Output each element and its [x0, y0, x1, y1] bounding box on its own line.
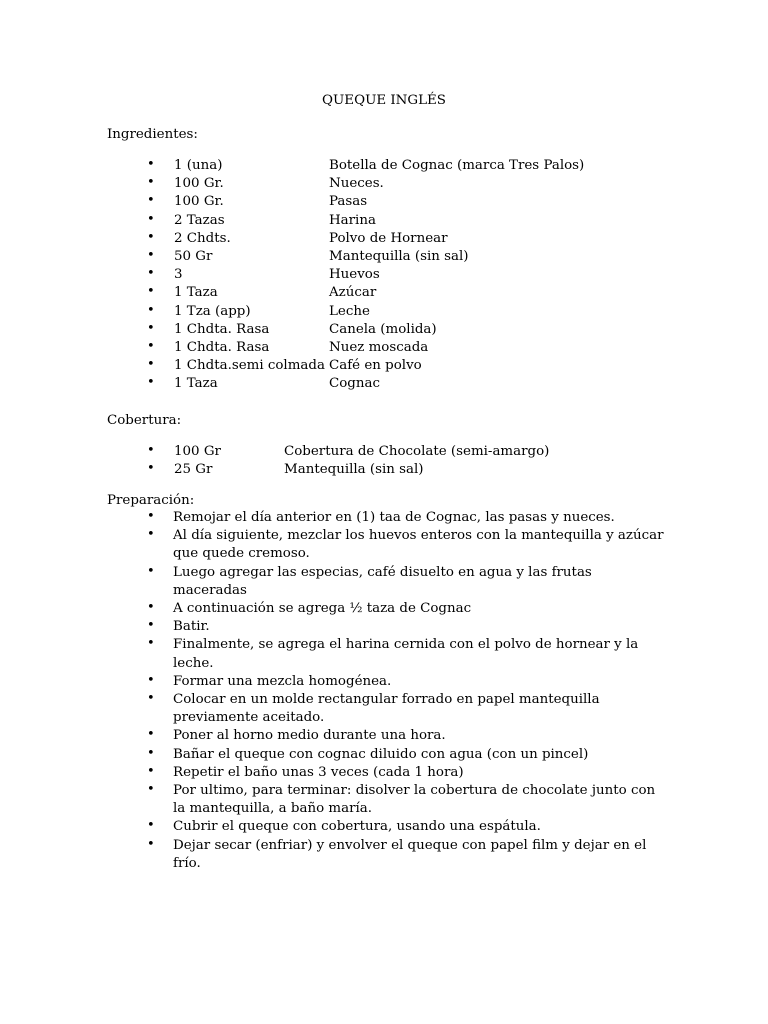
ingredient-qty: 1 (una) [174, 158, 223, 173]
step-text: Finalmente, se agrega el harina cernida con el polvo de hornear y la leche. [173, 637, 639, 671]
bullet-icon: • [147, 193, 155, 209]
step-text: Cubrir el queque con cobertura, usando una espátula. [173, 819, 541, 835]
step-text: Por ultimo, para terminar: disolver la cobertura de chocolate junto con la mantequilla, a baño maría. [173, 783, 656, 817]
ingredient-name: Cognac [329, 376, 380, 392]
step-text: A continuación se agrega ½ taza de Cognac [173, 601, 472, 617]
preparacion-step [0, 782, 768, 818]
ingredient-name: Mantequilla (sin sal) [329, 248, 469, 264]
preparacion-step [0, 837, 768, 873]
preparacion-step [0, 673, 768, 691]
bullet-icon: • [147, 443, 155, 458]
ingredient-item [0, 175, 768, 193]
cobertura-name: Mantequilla (sin sal) [284, 462, 424, 478]
ingredient-name: Polvo de Hornear [329, 230, 448, 246]
bullet-icon: • [147, 763, 155, 779]
bullet-icon: • [147, 818, 155, 834]
ingredient-name: Harina [329, 212, 376, 228]
ingredient-item [0, 357, 768, 375]
cobertura-qty: 25 Gr [174, 462, 213, 478]
ingredient-item [0, 266, 768, 284]
bullet-icon: • [147, 302, 155, 318]
cobertura-heading: Cobertura: [107, 413, 182, 428]
preparacion-step [0, 636, 768, 672]
ingredient-name: Leche [329, 303, 370, 319]
ingredient-qty: 3 [174, 267, 183, 283]
ingredient-qty: 100 Gr. [174, 176, 224, 192]
ingredient-item [0, 284, 768, 302]
bullet-icon: • [147, 461, 155, 477]
bullet-icon: • [147, 357, 155, 373]
preparacion-step [0, 818, 768, 836]
step-text: Batir. [173, 619, 210, 635]
ingredient-item [0, 321, 768, 339]
step-text: Remojar el día anterior en (1) taa de Cognac, las pasas y nueces. [173, 510, 615, 525]
bullet-icon: • [147, 691, 155, 707]
ingredient-name: Café en polvo [329, 358, 422, 374]
bullet-icon: • [147, 175, 155, 191]
preparacion-step [0, 618, 768, 636]
step-text: Al día siguiente, mezclar los huevos enteros con la mantequilla y azúcar que quede cremoso. [173, 528, 664, 562]
preparacion-step [0, 764, 768, 782]
bullet-icon: • [147, 563, 155, 579]
ingredient-qty: 1 Chdta. Rasa [174, 321, 270, 337]
ingredient-name: Nuez moscada [329, 339, 429, 355]
ingredient-qty: 2 Chdts. [174, 230, 231, 246]
step-text: Dejar secar (enfriar) y envolver el queque con papel film y dejar en el frío. [173, 837, 647, 871]
bullet-icon: • [147, 320, 155, 336]
cobertura-item [0, 443, 768, 461]
bullet-icon: • [147, 836, 155, 852]
bullet-icon: • [147, 211, 155, 227]
bullet-icon: • [147, 509, 155, 524]
ingredient-name: Huevos [329, 267, 380, 283]
preparacion-step [0, 509, 768, 527]
ingredient-item [0, 375, 768, 393]
ingredient-item [0, 248, 768, 266]
ingredient-qty: 1 Tza (app) [174, 303, 251, 319]
bullet-icon: • [147, 636, 155, 652]
ingredient-item [0, 157, 768, 175]
ingredient-name: Azúcar [329, 285, 377, 301]
bullet-icon: • [147, 618, 155, 634]
cobertura-list [0, 443, 768, 479]
bullet-icon: • [147, 284, 155, 300]
bullet-icon: • [147, 527, 155, 543]
ingredient-name: Pasas [329, 194, 368, 210]
bullet-icon: • [147, 338, 155, 354]
ingredient-name: Canela (molida) [329, 321, 437, 337]
ingredient-qty: 2 Tazas [174, 212, 225, 228]
step-text: Colocar en un molde rectangular forrado en papel mantequilla previamente aceitado. [173, 692, 600, 726]
cobertura-qty: 100 Gr [174, 444, 221, 459]
preparacion-step [0, 600, 768, 618]
ingredient-item [0, 212, 768, 230]
ingredients-heading: Ingredientes: [107, 127, 198, 142]
ingredient-item [0, 339, 768, 357]
step-text: Bañar el queque con cognac diluido con agua (con un pincel) [173, 746, 589, 762]
preparacion-step [0, 727, 768, 745]
ingredient-name: Botella de Cognac (marca Tres Palos) [329, 158, 585, 173]
bullet-icon: • [147, 745, 155, 761]
ingredient-qty: 100 Gr. [174, 194, 224, 210]
preparacion-step [0, 527, 768, 563]
step-text: Formar una mezcla homogénea. [173, 673, 392, 689]
bullet-icon: • [147, 600, 155, 616]
ingredient-item [0, 230, 768, 248]
bullet-icon: • [147, 157, 155, 172]
ingredient-name: Nueces. [329, 176, 384, 192]
ingredient-qty: 50 Gr [174, 248, 213, 264]
cobertura-item [0, 461, 768, 479]
ingredient-qty: 1 Taza [174, 376, 218, 392]
bullet-icon: • [147, 266, 155, 282]
page-title: QUEQUE INGLÉS [322, 93, 446, 108]
bullet-icon: • [147, 727, 155, 743]
ingredient-qty: 1 Taza [174, 285, 218, 301]
preparacion-step [0, 691, 768, 727]
ingredient-item [0, 193, 768, 211]
cobertura-name: Cobertura de Chocolate (semi-amargo) [284, 444, 550, 459]
preparacion-heading: Preparación: [107, 493, 195, 508]
ingredient-item [0, 303, 768, 321]
step-text: Luego agregar las especias, café disuelto en agua y las frutas maceradas [173, 564, 592, 598]
bullet-icon: • [147, 672, 155, 688]
step-text: Repetir el baño unas 3 veces (cada 1 hora) [173, 764, 464, 780]
preparacion-step [0, 564, 768, 600]
bullet-icon: • [147, 782, 155, 798]
bullet-icon: • [147, 229, 155, 245]
ingredient-qty: 1 Chdta. Rasa [174, 339, 270, 355]
preparacion-step [0, 746, 768, 764]
bullet-icon: • [147, 375, 155, 391]
preparacion-list [0, 509, 768, 873]
ingredient-qty: 1 Chdta.semi colmada [174, 358, 325, 374]
ingredients-list [0, 157, 768, 393]
step-text: Poner al horno medio durante una hora. [173, 728, 446, 744]
bullet-icon: • [147, 247, 155, 263]
